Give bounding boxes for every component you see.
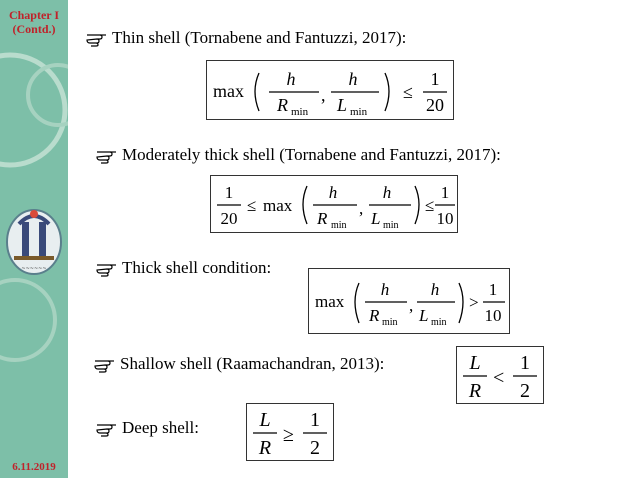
eq-den1: R bbox=[317, 209, 328, 228]
bullet-text: Deep shell: bbox=[122, 418, 199, 437]
svg-text:,: , bbox=[321, 85, 326, 105]
eq-op: max bbox=[315, 292, 345, 311]
eq-rel: > bbox=[469, 293, 479, 312]
eq-den2-sub: min bbox=[383, 220, 399, 231]
eq-rden: 2 bbox=[310, 437, 320, 459]
eq-op: max bbox=[263, 196, 293, 215]
eq-op: max bbox=[213, 81, 244, 101]
eq-rel: ≤ bbox=[403, 82, 413, 102]
equation-deep-shell bbox=[246, 403, 334, 461]
bullet-moderate-shell bbox=[96, 145, 501, 165]
eq-den1-sub: min bbox=[331, 220, 347, 231]
bullet-deep-shell bbox=[96, 418, 199, 438]
eq-num2: h bbox=[430, 280, 440, 299]
eq-rnum: 1 bbox=[310, 409, 320, 431]
eq-num: L bbox=[469, 352, 481, 374]
eq-num1: h bbox=[328, 183, 338, 202]
eq-den1-sub: min bbox=[382, 317, 398, 328]
bullet-thin-shell bbox=[86, 28, 406, 48]
pointing-hand-icon bbox=[94, 355, 116, 373]
eq-num1: h bbox=[380, 280, 390, 299]
eq-den: R bbox=[258, 437, 272, 459]
sidebar bbox=[0, 0, 68, 478]
eq-num2: h bbox=[348, 69, 358, 89]
eq-den2-sub: min bbox=[431, 317, 447, 328]
equation-thick-shell bbox=[308, 268, 510, 334]
svg-text:,: , bbox=[359, 199, 364, 218]
eq-den: R bbox=[468, 380, 482, 402]
eq-lrel: ≤ bbox=[247, 196, 257, 215]
eq-rnum: 1 bbox=[440, 183, 450, 202]
chapter-line2: (Contd.) bbox=[12, 22, 56, 36]
bullet-text: Shallow shell (Raamachandran, 2013): bbox=[120, 354, 385, 373]
eq-den2: L bbox=[337, 95, 348, 115]
eq-num: L bbox=[259, 409, 271, 431]
eq-rnum: 1 bbox=[520, 352, 530, 374]
svg-text:,: , bbox=[409, 296, 414, 315]
slide-date: 6.11.2019 bbox=[12, 461, 56, 473]
equation-shallow-shell bbox=[456, 346, 544, 404]
svg-text:~~~~~~: ~~~~~~ bbox=[21, 266, 47, 272]
eq-rden: 10 bbox=[484, 306, 502, 325]
pointing-hand-icon bbox=[96, 419, 118, 437]
eq-num2: h bbox=[382, 183, 392, 202]
eq-num1: h bbox=[286, 69, 296, 89]
eq-rel: ≤ bbox=[425, 196, 435, 215]
equation-thin-shell bbox=[206, 60, 454, 120]
eq-rden: 2 bbox=[520, 380, 530, 402]
eq-rnum: 1 bbox=[430, 69, 440, 89]
bullet-text: Moderately thick shell (Tornabene and Fantuzzi, 2017): bbox=[122, 145, 501, 164]
eq-den1: R bbox=[369, 306, 380, 325]
equation-moderate-shell bbox=[210, 175, 458, 233]
eq-den1-sub: min bbox=[291, 106, 309, 118]
chapter-line1: Chapter I bbox=[8, 8, 60, 22]
eq-rden: 20 bbox=[426, 95, 444, 115]
eq-rnum: 1 bbox=[488, 280, 498, 299]
eq-den2: L bbox=[419, 306, 429, 325]
eq-rel: < bbox=[493, 367, 505, 389]
pointing-hand-icon bbox=[96, 146, 118, 164]
eq-den1: R bbox=[277, 95, 288, 115]
eq-den2: L bbox=[371, 209, 381, 228]
eq-rden: 10 bbox=[436, 209, 454, 228]
bullet-text: Thin shell (Tornabene and Fantuzzi, 2017): bbox=[112, 28, 407, 47]
pointing-hand-icon bbox=[96, 259, 118, 277]
chapter-label bbox=[0, 8, 68, 36]
bullet-shallow-shell bbox=[94, 354, 384, 374]
bullet-thick-shell bbox=[96, 258, 271, 278]
eq-lnum: 1 bbox=[224, 183, 234, 202]
pointing-hand-icon bbox=[86, 29, 108, 47]
eq-den2-sub: min bbox=[350, 106, 368, 118]
eq-rel: ≥ bbox=[283, 424, 294, 446]
bullet-text: Thick shell condition: bbox=[122, 258, 272, 277]
eq-lden: 20 bbox=[220, 209, 238, 228]
